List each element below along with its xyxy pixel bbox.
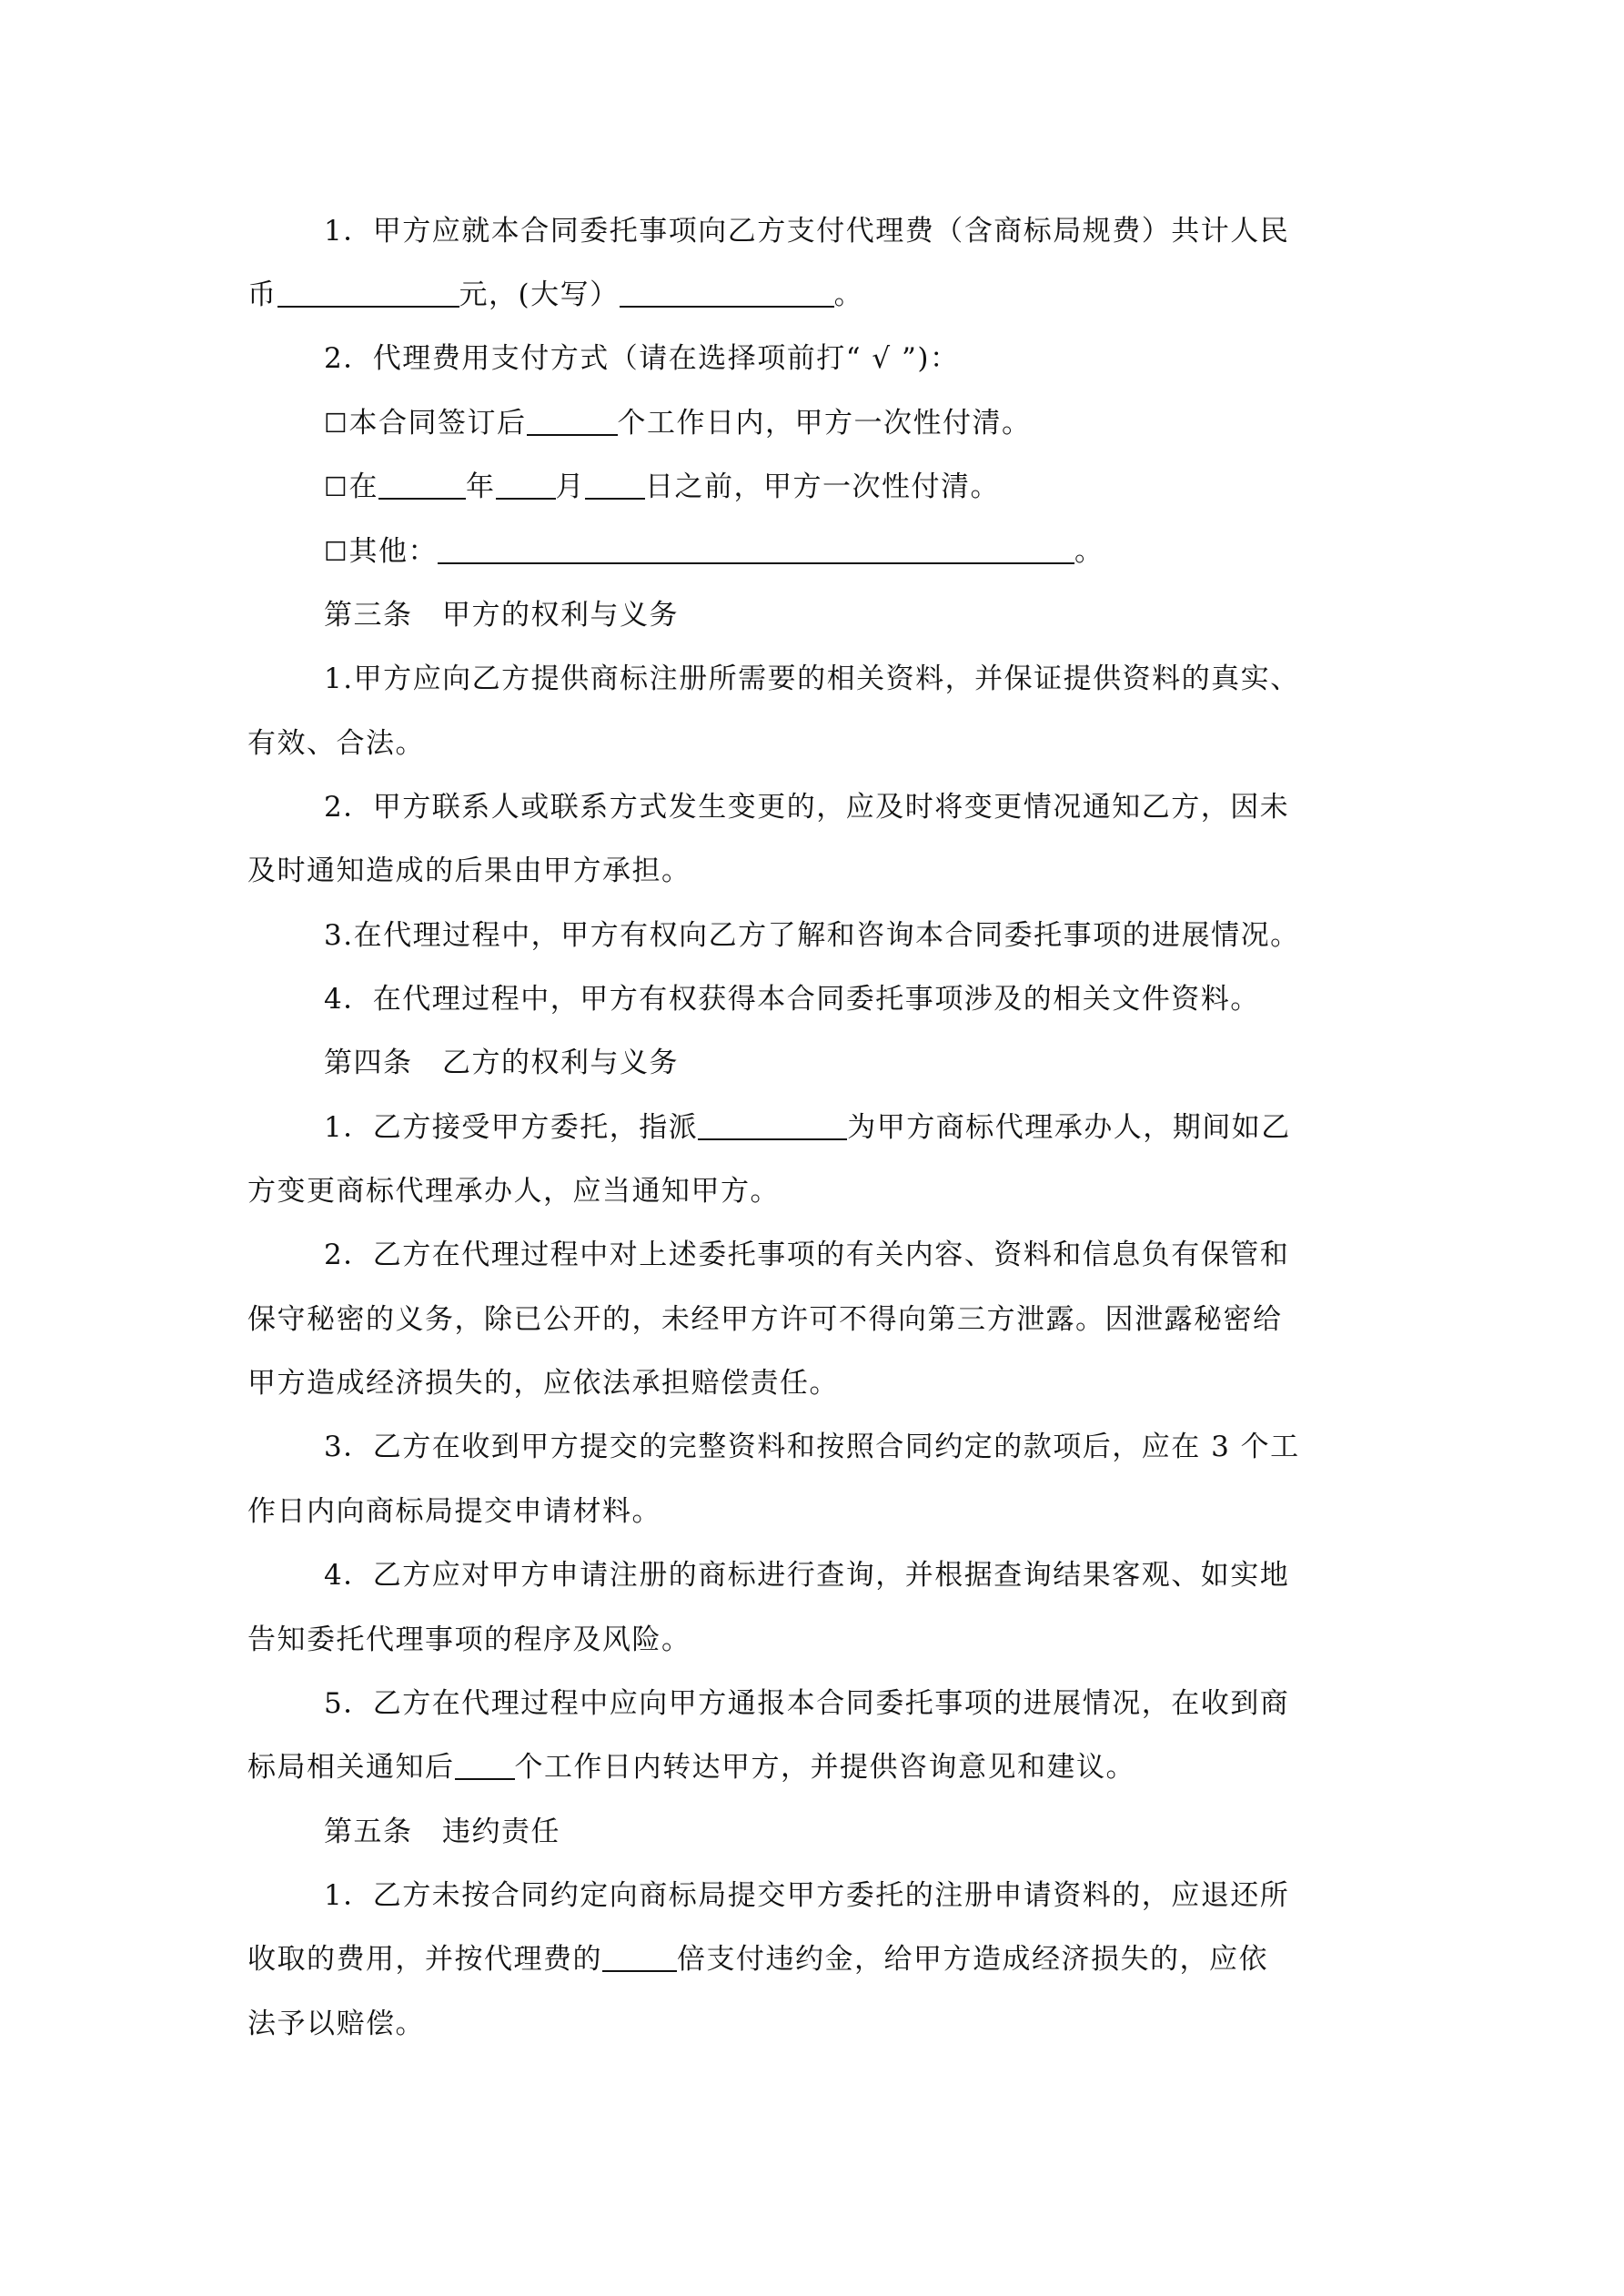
clause-4-item-3-line-1: 3．乙方在收到甲方提交的完整资料和按照合同约定的款项后，应在 3 个工 <box>324 1431 1300 1463</box>
option-checkbox-icon[interactable]: ☐ <box>324 536 349 567</box>
clause-4-heading: 第四条 乙方的权利与义务 <box>324 1047 679 1079</box>
clause-3-item-3: 3.在代理过程中，甲方有权向乙方了解和咨询本合同委托事项的进展情况。 <box>324 919 1300 952</box>
payment-option-1 <box>324 405 1394 441</box>
text: 其他： <box>348 535 438 568</box>
text: 币 <box>247 278 277 311</box>
clause-5-item-1-line-2 <box>247 1941 1394 1977</box>
clause-4-item-2-line-2: 保守秘密的义务，除已公开的，未经甲方许可不得向第三方泄露。因泄露秘密给 <box>247 1303 1283 1336</box>
text: 个工作日内，甲方一次性付清。 <box>617 407 1032 440</box>
penalty-multiple-blank[interactable] <box>602 1943 677 1972</box>
clause-4-item-4-line-1: 4．乙方应对甲方申请注册的商标进行查询，并根据查询结果客观、如实地 <box>324 1559 1290 1592</box>
text: 日之前，甲方一次性付清。 <box>645 470 1000 503</box>
text: 。 <box>1074 535 1105 568</box>
year-blank[interactable] <box>378 470 466 500</box>
option-checkbox-icon[interactable]: ☐ <box>324 408 349 439</box>
days-blank[interactable] <box>527 407 618 436</box>
text: 元，(大写） <box>459 278 620 311</box>
clause-3-item-2-line-2: 及时通知造成的后果由甲方承担。 <box>247 855 691 887</box>
text: 为甲方商标代理承办人，期间如乙 <box>847 1111 1291 1144</box>
day-blank[interactable] <box>585 470 645 500</box>
payment-option-2 <box>324 469 1394 505</box>
text: 年 <box>466 470 496 503</box>
clause-3-item-4: 4．在代理过程中，甲方有权获得本合同委托事项涉及的相关文件资料。 <box>324 983 1260 1016</box>
text: 个工作日内转达甲方，并提供咨询意见和建议。 <box>514 1751 1135 1784</box>
clause-4-item-1-line-1 <box>324 1109 1394 1146</box>
clause-4-item-4-line-2: 告知委托代理事项的程序及风险。 <box>247 1623 691 1656</box>
text: 倍支付违约金，给甲方造成经济损失的，应依 <box>677 1943 1268 1976</box>
clause-2-item-2: 2．代理费用支付方式（请在选择项前打“ √ ”)： <box>324 342 960 375</box>
text: 本合同签订后 <box>348 407 527 440</box>
text: 收取的费用，并按代理费的 <box>247 1943 602 1976</box>
clause-4-item-5-line-2 <box>247 1749 1394 1785</box>
text: 月 <box>555 470 585 503</box>
other-method-blank[interactable] <box>438 535 1074 564</box>
clause-2-item-1-line-2 <box>247 277 1394 313</box>
option-checkbox-icon[interactable]: ☐ <box>324 471 349 502</box>
text: 1．乙方接受甲方委托，指派 <box>324 1111 699 1144</box>
clause-3-item-1-line-2: 有效、合法。 <box>247 727 425 760</box>
clause-2-item-1-line-1: 1．甲方应就本合同委托事项向乙方支付代理费（含商标局规费）共计人民 <box>324 215 1290 248</box>
text: 标局相关通知后 <box>247 1751 455 1784</box>
fee-amount-blank[interactable] <box>277 278 459 308</box>
agent-name-blank[interactable] <box>698 1111 847 1140</box>
clause-3-item-2-line-1: 2．甲方联系人或联系方式发生变更的，应及时将变更情况通知乙方，因未 <box>324 791 1290 824</box>
clause-5-item-1-line-1: 1．乙方未按合同约定向商标局提交甲方委托的注册申请资料的，应退还所 <box>324 1879 1290 1912</box>
notice-days-blank[interactable] <box>455 1751 515 1780</box>
clause-3-heading: 第三条 甲方的权利与义务 <box>324 599 679 632</box>
fee-amount-uppercase-blank[interactable] <box>620 278 834 308</box>
text: 在 <box>348 470 378 503</box>
clause-4-item-5-line-1: 5．乙方在代理过程中应向甲方通报本合同委托事项的进展情况，在收到商 <box>324 1687 1290 1720</box>
clause-4-item-1-line-2: 方变更商标代理承办人，应当通知甲方。 <box>247 1175 780 1208</box>
clause-5-item-1-line-3: 法予以赔偿。 <box>247 2008 425 2040</box>
clause-5-heading: 第五条 违约责任 <box>324 1816 560 1848</box>
text: 。 <box>833 278 864 311</box>
clause-3-item-1-line-1: 1.甲方应向乙方提供商标注册所需要的相关资料，并保证提供资料的真实、 <box>324 663 1300 695</box>
month-blank[interactable] <box>496 470 556 500</box>
payment-option-3 <box>324 533 1394 570</box>
clause-4-item-3-line-2: 作日内向商标局提交申请材料。 <box>247 1495 661 1528</box>
clause-4-item-2-line-3: 甲方造成经济损失的，应依法承担赔偿责任。 <box>247 1367 839 1400</box>
clause-4-item-2-line-1: 2．乙方在代理过程中对上述委托事项的有关内容、资料和信息负有保管和 <box>324 1239 1290 1271</box>
